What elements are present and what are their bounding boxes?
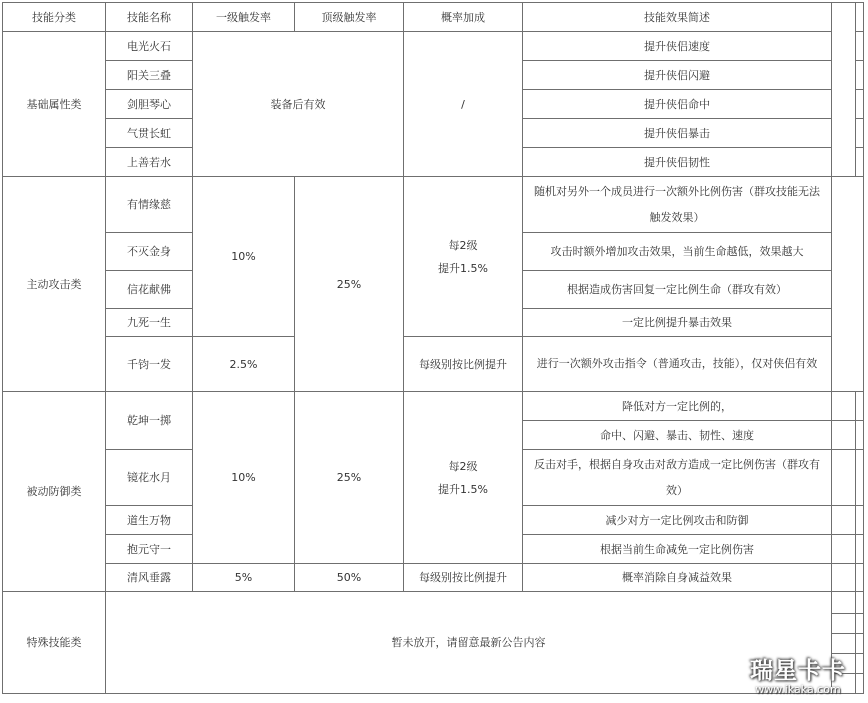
header-row [3,3,864,32]
skill-name: 清风垂露 [106,564,193,592]
table-row [3,32,864,61]
attack-bonus-line1: 每2级 [448,238,478,252]
skill-effect: 攻击时额外增加攻击效果，当前生命越低，效果越大 [523,233,832,271]
site-watermark [734,647,862,701]
skill-name: 电光火石 [106,32,193,61]
defense-last-level1-rate: 5% [193,564,295,592]
skill-effect: 提升侠侣闪避 [523,61,832,90]
basic-trigger-rate: 装备后有效 [193,32,404,177]
table-row [3,177,864,233]
header-top-rate: 顶级触发率 [295,3,404,32]
skill-effect: 提升侠侣韧性 [523,148,832,177]
skill-name: 阳关三叠 [106,61,193,90]
defense-last-bonus: 每级别按比例提升 [404,564,523,592]
header-skill-name: 技能名称 [106,3,193,32]
skill-name: 剑胆琴心 [106,90,193,119]
defense-last-top-rate: 50% [295,564,404,592]
table-row [3,592,864,614]
attack-level1-rate: 10% [193,177,295,337]
defense-level1-rate: 10% [193,392,295,564]
category-defense: 被动防御类 [3,392,106,592]
skill-effect: 命中、闪避、暴击、韧性、速度 [523,421,832,450]
attack-bonus-line2: 提升1.5% [438,261,488,275]
skill-effect: 提升侠侣命中 [523,90,832,119]
table-row [3,337,864,392]
skill-effect: 减少对方一定比例攻击和防御 [523,506,832,535]
header-bonus: 概率加成 [404,3,523,32]
category-special: 特殊技能类 [3,592,106,694]
skill-effect: 概率消除自身减益效果 [523,564,832,592]
skill-name: 上善若水 [106,148,193,177]
skill-name: 信花献佛 [106,271,193,309]
basic-bonus: / [404,32,523,177]
skill-effect: 根据当前生命减免一定比例伤害 [523,535,832,564]
skill-name: 九死一生 [106,309,193,337]
defense-bonus-line1: 每2级 [448,459,478,473]
skill-name: 抱元守一 [106,535,193,564]
skill-name: 不灭金身 [106,233,193,271]
skill-effect: 降低对方一定比例的， [523,392,832,421]
header-level1-rate: 一级触发率 [193,3,295,32]
skills-table [2,2,864,694]
watermark-title: 瑞星卡卡 [750,658,846,684]
table-row [3,392,864,421]
skill-effect: 提升侠侣速度 [523,32,832,61]
skill-name: 有情缘慈 [106,177,193,233]
header-effect: 技能效果简述 [523,3,832,32]
skill-effect: 一定比例提升暴击效果 [523,309,832,337]
skill-name: 乾坤一掷 [106,392,193,450]
header-category: 技能分类 [3,3,106,32]
skill-name: 镜花水月 [106,450,193,506]
attack-bonus [404,177,523,337]
skill-effect: 提升侠侣暴击 [523,119,832,148]
skill-name: 千钧一发 [106,337,193,392]
table-row [3,564,864,592]
attack-last-bonus: 每级别按比例提升 [404,337,523,392]
category-attack: 主动攻击类 [3,177,106,392]
category-basic: 基础属性类 [3,32,106,177]
skill-effect: 进行一次额外攻击指令（普通攻击，技能），仅对侠侣有效 [523,337,832,392]
skill-name: 道生万物 [106,506,193,535]
attack-top-rate: 25% [295,177,404,392]
skill-effect: 随机对另外一个成员进行一次额外比例伤害（群攻技能无法触发效果） [523,177,832,233]
skill-effect: 根据造成伤害回复一定比例生命（群攻有效） [523,271,832,309]
special-note: 暂未放开，请留意最新公告内容 [106,592,832,694]
skill-effect: 反击对手，根据自身攻击对敌方造成一定比例伤害（群攻有效） [523,450,832,506]
defense-bonus-line2: 提升1.5% [438,482,488,496]
skill-name: 气贯长虹 [106,119,193,148]
attack-last-level1-rate: 2.5% [193,337,295,392]
defense-top-rate: 25% [295,392,404,564]
defense-bonus [404,392,523,564]
watermark-url: www.ikaka.com [755,683,841,696]
